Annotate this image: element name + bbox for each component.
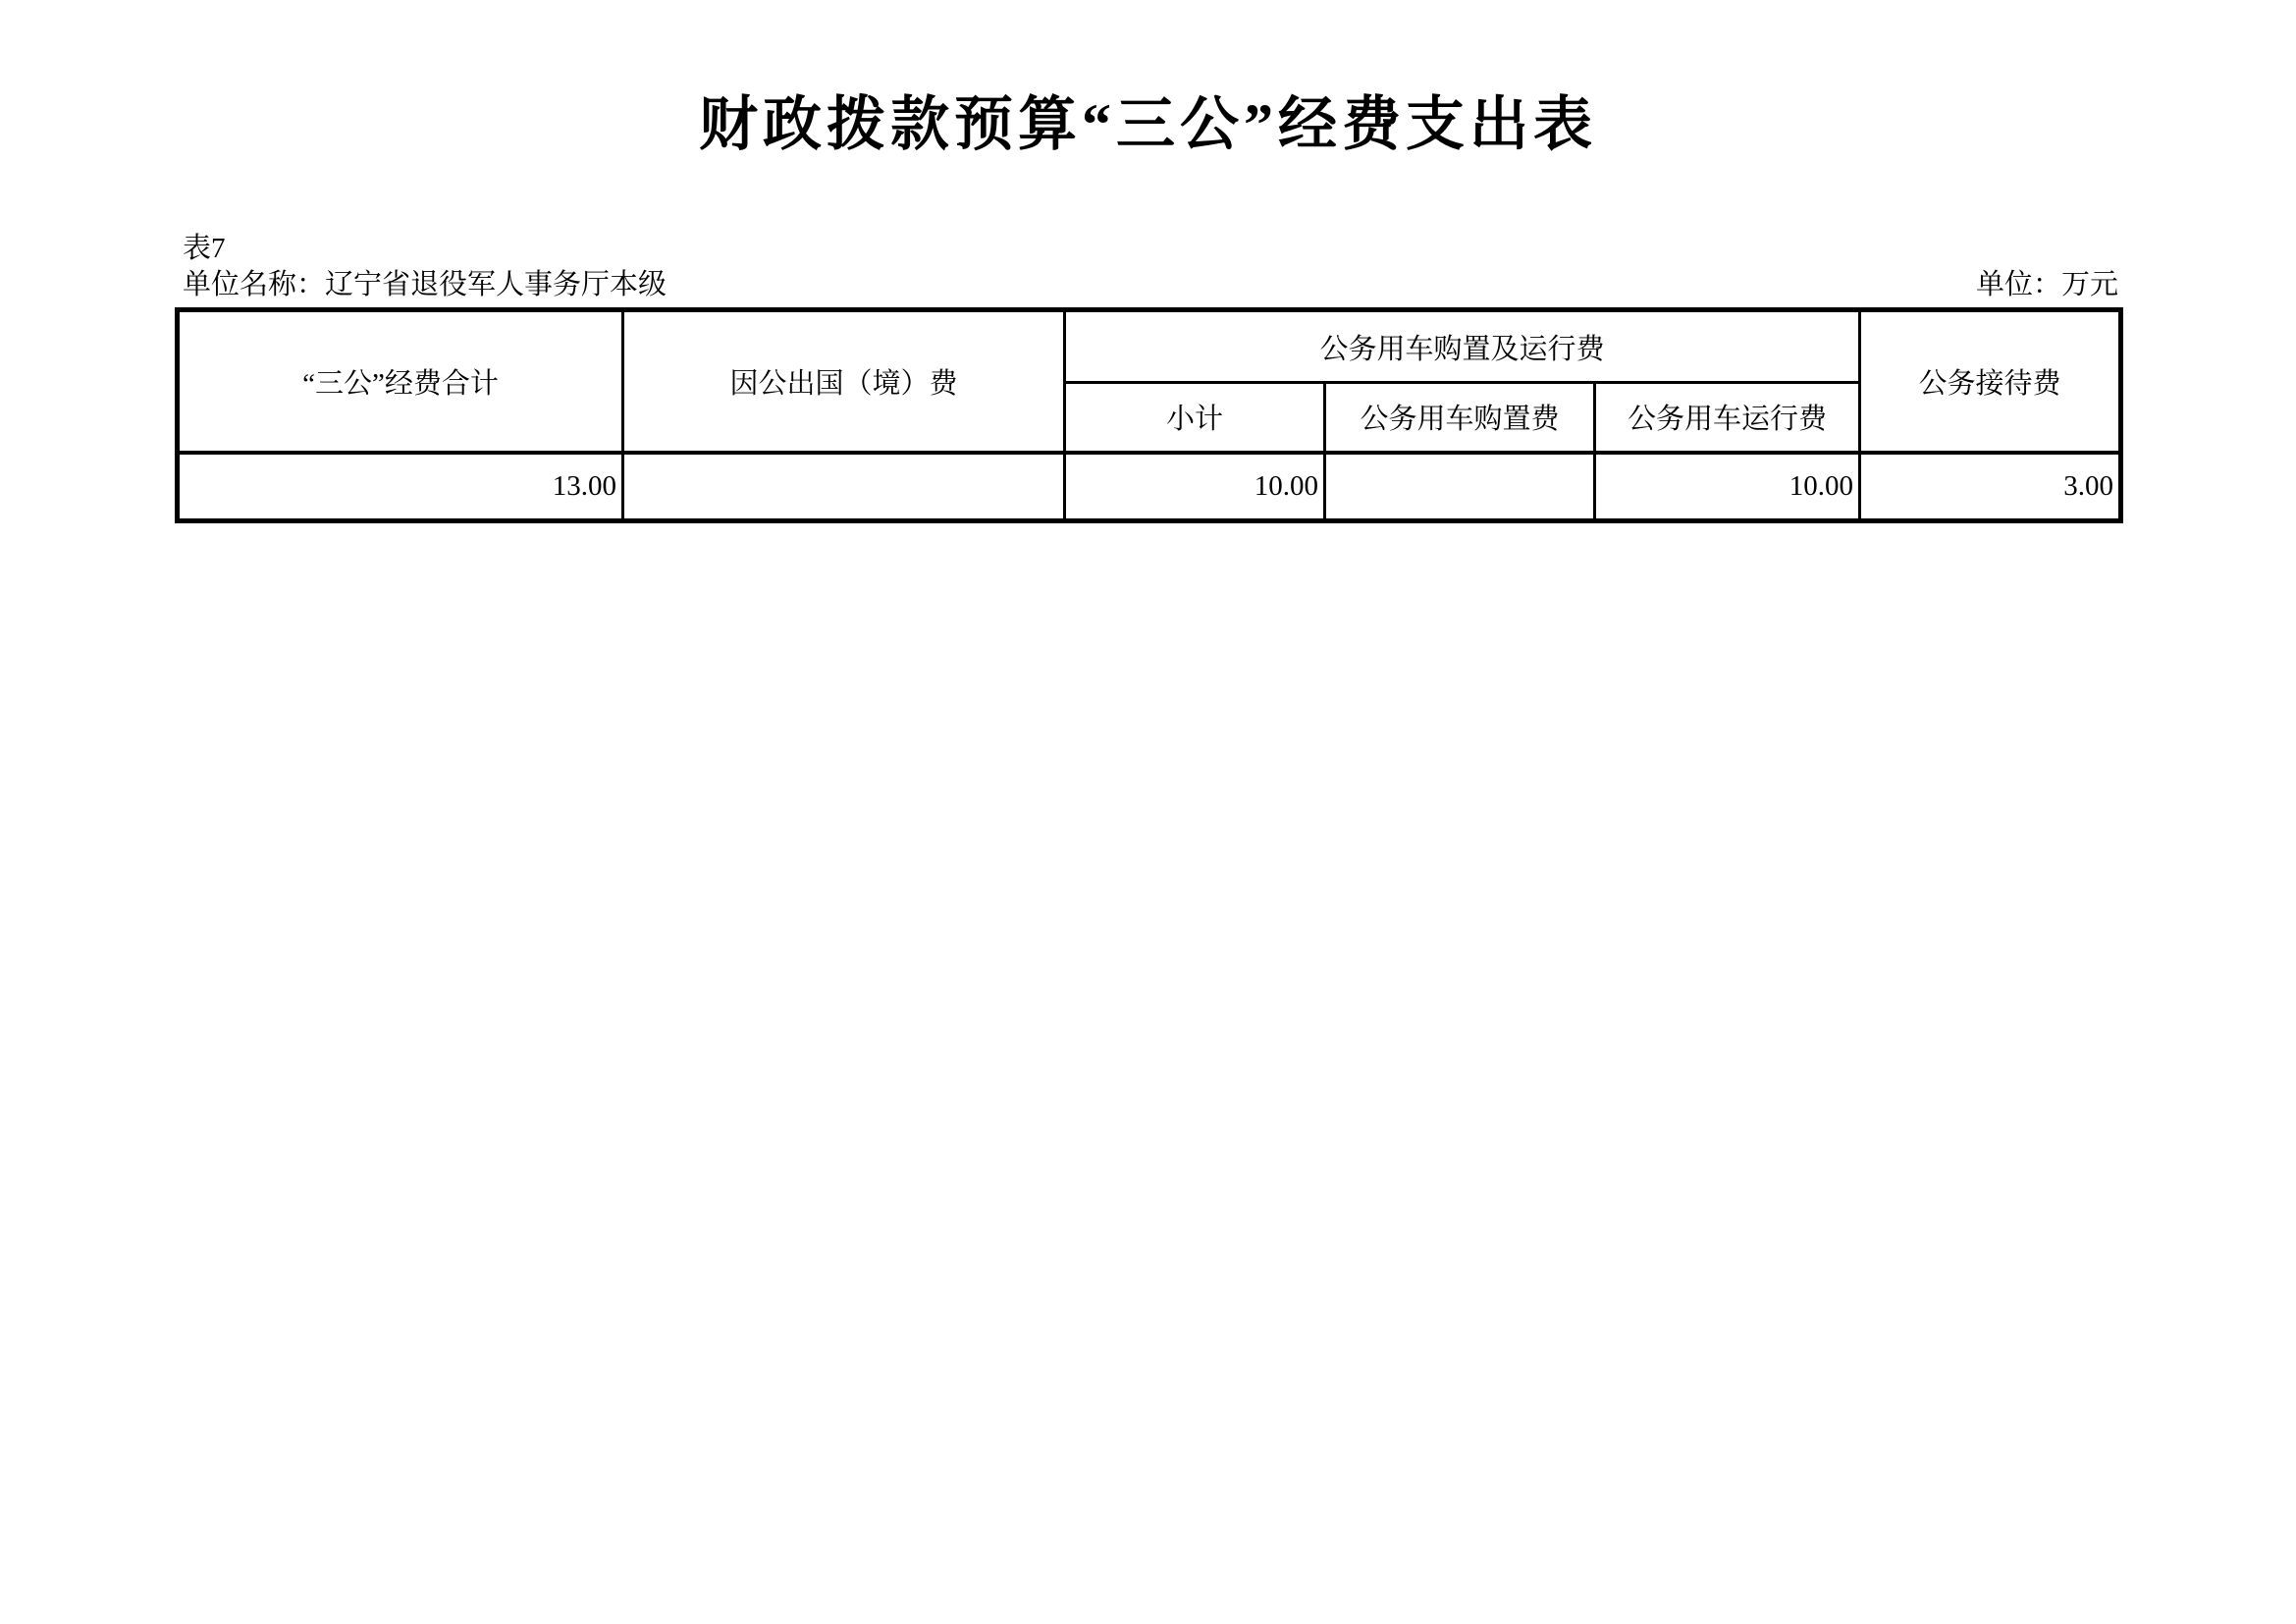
cell-total: 13.00 bbox=[178, 453, 623, 521]
header-vehicle-purchase: 公务用车购置费 bbox=[1325, 383, 1595, 453]
table-row bbox=[178, 453, 2121, 521]
cell-vehicle-purchase bbox=[1325, 453, 1595, 521]
unit-of-measure-label: 单位：万元 bbox=[1975, 269, 2118, 300]
header-vehicle-group: 公务用车购置及运行费 bbox=[1065, 310, 1860, 383]
header-row-top bbox=[178, 310, 2121, 383]
table-number-label: 表7 bbox=[183, 233, 226, 264]
three-public-expenses-table bbox=[175, 307, 2123, 523]
cell-reception: 3.00 bbox=[1860, 453, 2121, 521]
cell-abroad bbox=[623, 453, 1065, 521]
unit-name-label: 单位名称：辽宁省退役军人事务厅本级 bbox=[183, 269, 667, 300]
header-abroad: 因公出国（境）费 bbox=[623, 310, 1065, 453]
cell-vehicle-subtotal: 10.00 bbox=[1065, 453, 1325, 521]
page-title: 财政拨款预算“三公”经费支出表 bbox=[699, 92, 1597, 157]
header-total: “三公”经费合计 bbox=[178, 310, 623, 453]
meta-row bbox=[183, 268, 2118, 302]
cell-vehicle-operation: 10.00 bbox=[1595, 453, 1860, 521]
header-vehicle-operation: 公务用车运行费 bbox=[1595, 383, 1860, 453]
header-reception: 公务接待费 bbox=[1860, 310, 2121, 453]
header-vehicle-subtotal: 小计 bbox=[1065, 383, 1325, 453]
